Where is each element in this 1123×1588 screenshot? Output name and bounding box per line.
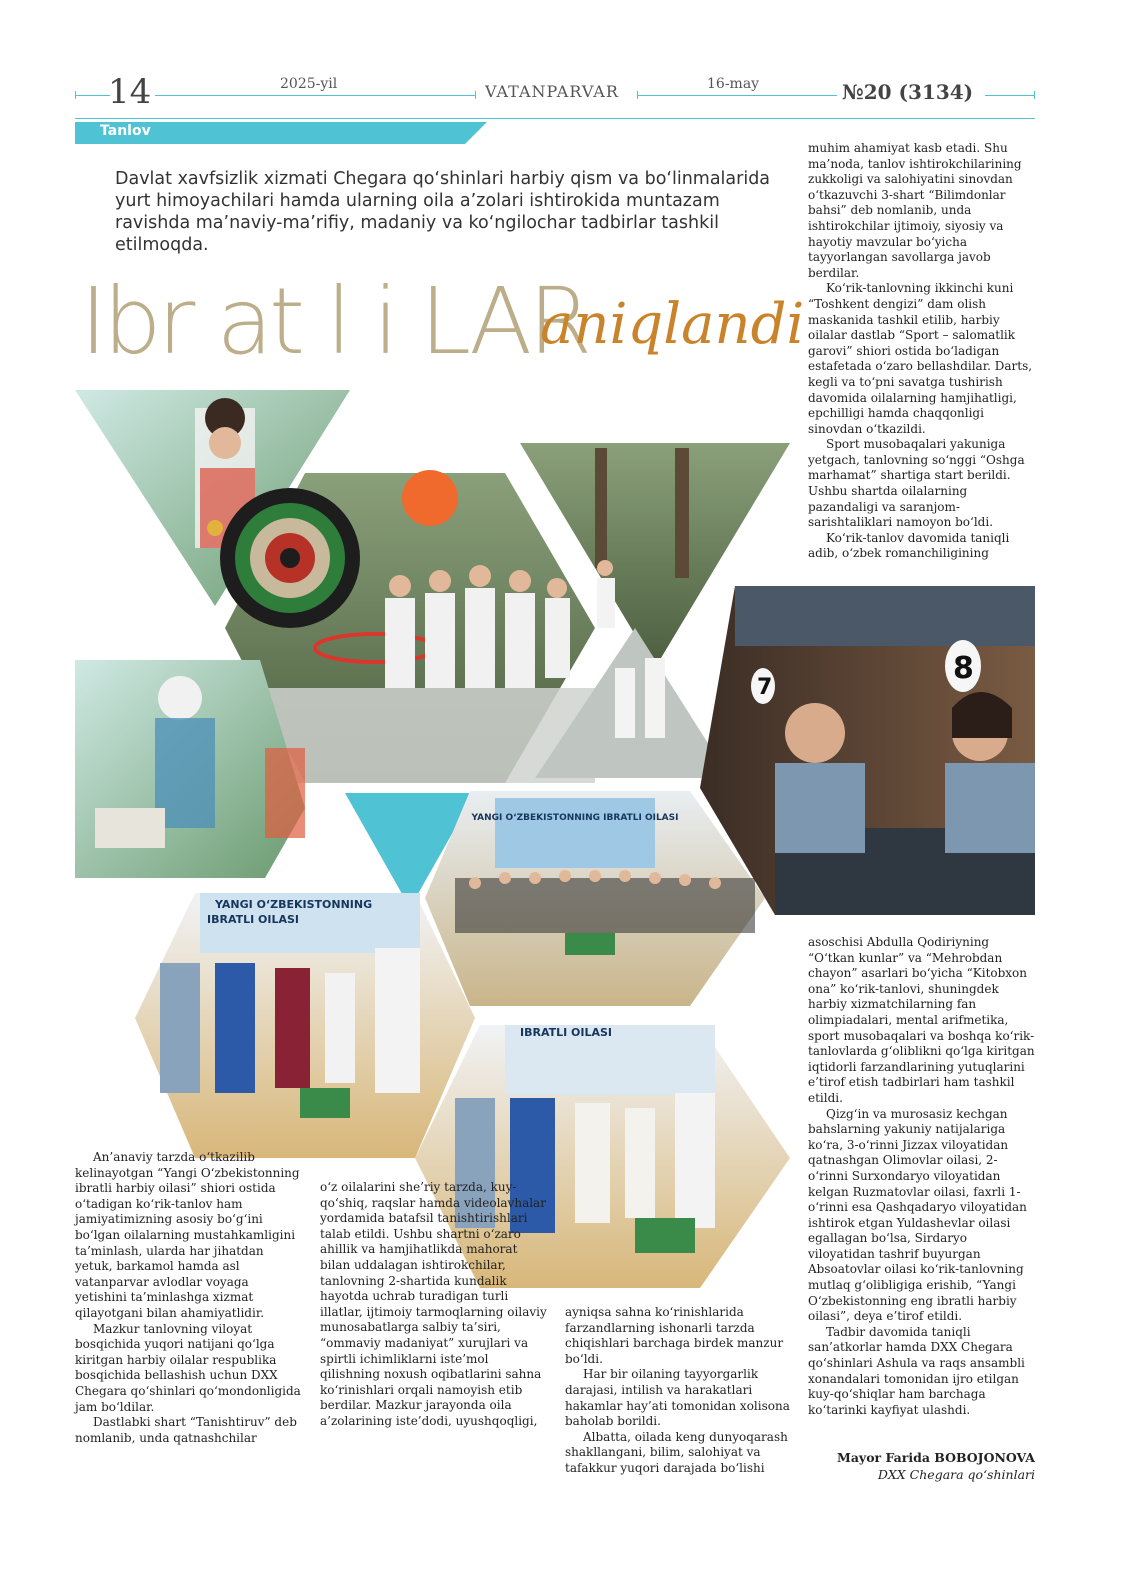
paragraph: Ko‘rik-tanlov davomida taniqli adib, o‘zbek romanchiligining — [808, 530, 1010, 561]
section-label: Tanlov — [100, 123, 151, 139]
header-paper-name: VATANPARVAR — [485, 82, 619, 101]
header-rule-bottom — [75, 118, 1035, 119]
banner-text: YANGI O‘ZBEKISTONNING — [215, 898, 373, 911]
judge-card-8: 8 — [953, 651, 974, 686]
paragraph: Sport musobaqalari yakuniga yetgach, tanlovning so‘nggi “Oshga marhamat” shartiga start berildi. Ushbu shartda oilalarning pazandaligi va saranjom-sarishtaliklari namoyon bo‘ldi. — [808, 437, 1025, 530]
lead-paragraph: Davlat xavfsizlik xizmati Chegara qo‘shinlari harbiy qism va bo‘linmalarida yurt himoyachilari hamda ularning oila a’zolari ishtirokida muntazam ravishda ma’naviy-ma’rifiy, madaniy va ko‘ngilochar tadbirlar tashkil etilmoqda. — [115, 169, 771, 255]
paragraph: Har bir oilaning tayyorgarlik darajasi, intilish va harakatlari hakamlar hay’ati tomonidan xolisona baholab borildi. — [565, 1367, 790, 1429]
byline-author: Mayor Farida BOBOJONOVA — [837, 1450, 1035, 1465]
paragraph: Mazkur tanlovning viloyat bosqichida yuqori natijani qo‘lga kiritgan harbiy oilalar respublika bosqichida bellashish uchun DXX Chegara qo‘shinlari qo‘mondonligida jam bo‘ldilar. — [75, 1321, 301, 1414]
page-number: 14 — [108, 72, 152, 112]
header-rule — [155, 95, 475, 96]
paragraph: Ko‘rik-tanlovning ikkinchi kuni “Toshkent dengizi” dam olish maskanida tashkil etilib, harbiy oilalar dastlab “Sport – salomatlik garovi” shiori ostida bo‘ladigan estafetada o‘zaro bellashdilar. Darts, kegli va to‘pni savatga tushirish davomida oilalarning hamjihatligi, epchilligi hamda chaqqonligi sinovdan o‘tkazildi. — [808, 281, 1033, 436]
banner-text: YANGI O‘ZBEKISTONNING IBRATLI OILASI — [471, 813, 679, 823]
photo-family-winners-1 — [135, 893, 475, 1158]
banner-text: IBRATLI OILASI — [207, 913, 300, 926]
paragraph: asoschisi Abdulla Qodiriyning “O‘tkan kunlar” va “Mehrobdan chayon” asarlari bo‘yicha “Kitobxon ona” ko‘rik-tanlovi, shuningdek harbiy xizmatchilarning fan olimpiadalari, mental arifmetika, sport musobaqalari va boshqa ko‘rik-tanlovlarda g‘oliblikni qo‘lga kiritgan iqtidorli farzandlarining yutuqlarini e’tirof etish tadbirlari ham tashkil etildi. — [808, 935, 1035, 1105]
judge-card-7: 7 — [757, 675, 773, 700]
issue-number: №20 (3134) — [842, 80, 974, 104]
article-column-1 — [75, 1150, 303, 1446]
photo-judges — [700, 586, 1035, 915]
header-date: 16-may — [707, 76, 760, 92]
paragraph: Dastlabki shart “Tanishtiruv” deb nomlanib, unda qatnashchilar — [75, 1415, 297, 1445]
header-rule — [637, 95, 837, 96]
photo-group-award — [425, 791, 765, 1006]
paragraph: Albatta, oilada keng dunyoqarash shakllangani, bilim, salohiyat va tafakkur yuqori darajada bo‘lishi — [565, 1429, 788, 1475]
paragraph: An’anaviy tarzda o‘tkazilib kelinayotgan “Yangi O‘zbekistonning ibratli harbiy oilasi” shiori ostida o‘tadigan ko‘rik-tanlov ham jamiyatimizning asosiy bo‘g‘ini bo‘lgan oilalarning mustahkamligini ta’minlash, ularda har jihatdan yetuk, barkamol hamda asl vatanparvar avlodlar voyaga yetishini ta’minlashga xizmat qilayotgani bilan ahamiyatlidir. — [75, 1150, 300, 1320]
paragraph: ayniqsa sahna ko‘rinishlarida farzandlarning ishonarli tarzda chiqishlari barchaga birdek manzur bo‘ldi. — [565, 1305, 784, 1366]
header-rule — [75, 95, 110, 96]
header-tick — [1034, 91, 1035, 99]
header-tick — [75, 91, 76, 99]
byline-unit: DXX Chegara qo‘shinlari — [877, 1467, 1035, 1482]
header-tick — [475, 91, 476, 99]
paragraph: o‘z oilalarini she’riy tarzda, kuy-qo‘shiq, raqslar hamda videolavhalar yordamida batafsil tanishtirishlari talab etildi. Ushbu shartni o‘zaro ahillik va hamjihatlikda mahorat bilan uddalagan ishtirokchilar, tanlovning 2-shartida kundalik hayotda uchrab turadigan turli illatlar, ijtimoiy tarmoqlarning oilaviy munosabatlarga salbiy ta’siri, “ommaviy madaniyat” xurujlari va spirtli ichimliklarni iste’mol qilishning noxush oqibatlarini sahna ko‘rinishlari orqali namoyish etib berdilar. Mazkur jarayonda oila a’zolarining iste’dodi, uyushqoqligi, — [320, 1180, 547, 1428]
banner-text: IBRATLI OILASI — [520, 1026, 613, 1039]
headline-script: aniqlandi — [540, 292, 805, 357]
paragraph: muhim ahamiyat kasb etadi. Shu ma’noda, tanlov ishtirokchilarining zukkoligi va salohiyatini sinovdan o‘tkazuvchi 3-shart “Bilimdonlar bahsi” deb nomlanib, unda ishtirokchilar ijtimoiy, siyosiy va hayotiy mavzular bo‘yicha tayyorlangan savollarga javob berdilar. — [808, 141, 1022, 280]
paragraph: Qizg‘in va murosasiz kechgan bahslarning yakuniy natijalariga ko‘ra, 3-o‘rinni Jizzax viloyatidan qatnashgan Olimovlar oilasi, 2-o‘rinni Surxondaryo viloyatidan kelgan Ruzmatovlar oilasi, faxrli 1-o‘rinni esa Qashqadaryo viloyatidan ishtirok etgan Yuldashevlar oilasi egallagan bo‘lsa, Sirdaryo viloyatidan tashrif buyurgan Absoatovlar oilasi ko‘rik-tanlovning mutlaq g‘olibligiga erishib, “Yangi O‘zbekistonning eng ibratli harbiy oilasi”, deya e’tirof etildi. — [808, 1106, 1027, 1324]
paragraph: Tadbir davomida taniqli san’atkorlar hamda DXX Chegara qo‘shinlari Ashula va raqs ansambli xonandalari tomonidan ijro etilgan kuy-qo‘shiqlar ham barchaga ko‘tarinki kayfiyat ulashdi. — [808, 1324, 1025, 1417]
article-column-right-bottom — [808, 935, 1036, 1418]
header-year: 2025-yil — [280, 76, 338, 92]
headline-main: Ibr at l i LAR — [80, 268, 589, 375]
header-rule — [985, 95, 1035, 96]
article-column-3 — [565, 1305, 793, 1477]
article-column-2 — [320, 1180, 548, 1430]
